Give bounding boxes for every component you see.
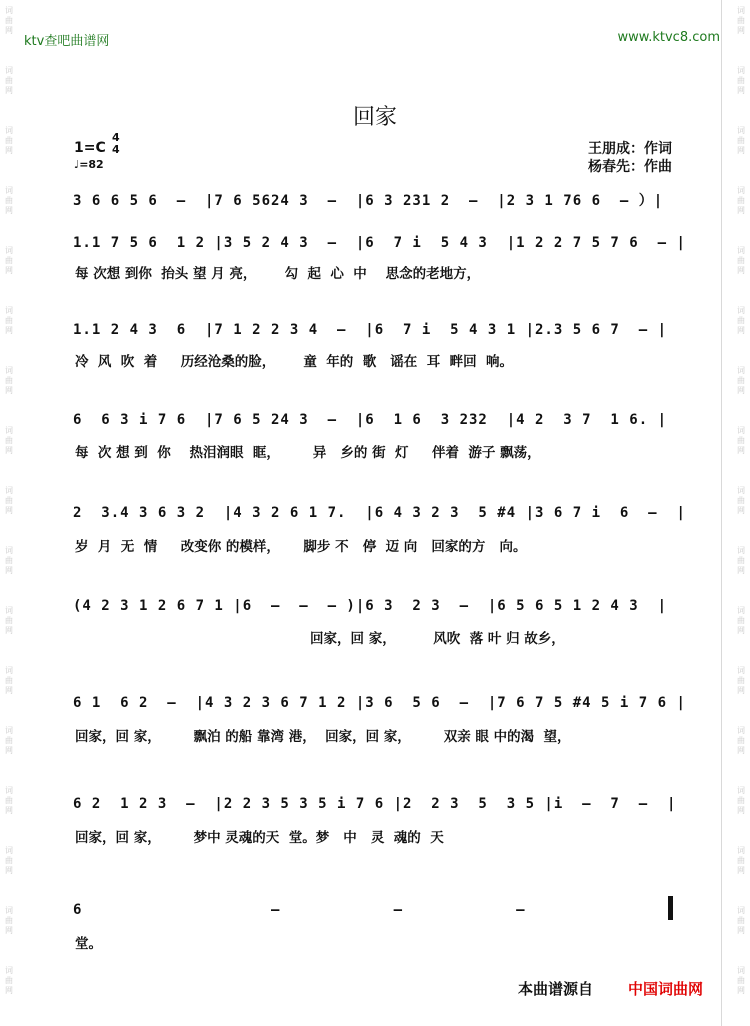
- lyrics-row: 每 次想 到你 抬头 望 月 亮， 勾 起 心 中 思念的老地方，: [75, 266, 481, 282]
- watermark-mark: 词 曲 网: [5, 606, 13, 635]
- watermark-mark: 词 曲 网: [5, 126, 13, 155]
- notation-row: 6 – – –: [73, 902, 583, 918]
- composer-credit: 杨春先：作曲: [588, 159, 672, 175]
- watermark-mark: 词 曲 网: [737, 906, 745, 935]
- watermark-mark: 词 曲 网: [5, 786, 13, 815]
- watermark-mark: 词 曲 网: [737, 966, 745, 995]
- watermark-mark: 词 曲 网: [737, 846, 745, 875]
- key-signature: 1=C: [74, 140, 106, 156]
- watermark-mark: 词 曲 网: [5, 246, 13, 275]
- right-watermark-strip: [732, 0, 750, 1026]
- watermark-mark: 词 曲 网: [5, 186, 13, 215]
- watermark-mark: 词 曲 网: [737, 486, 745, 515]
- notation-row: 6 6 3 i 7 6 |7 6 5 24 3 – |6 1 6 3 232 |4 2 3 7 1 6. |: [73, 412, 668, 428]
- notation-row: 1.1 2 4 3 6 |7 1 2 2 3 4 – |6 7 i 5 4 3 1 |2.3 5 6 7 – |: [73, 322, 668, 338]
- song-title: 回家: [352, 105, 397, 130]
- page-border-line: [721, 0, 722, 1026]
- watermark-mark: 词 曲 网: [737, 246, 745, 275]
- tempo-mark: ♩=82: [74, 158, 104, 171]
- watermark-mark: 词 曲 网: [737, 606, 745, 635]
- site-name-left[interactable]: ktv查吧曲谱网: [24, 34, 110, 49]
- watermark-mark: 词 曲 网: [5, 966, 13, 995]
- watermark-mark: 词 曲 网: [737, 6, 745, 35]
- watermark-mark: 词 曲 网: [5, 6, 13, 35]
- source-label: 本曲谱源自: [518, 980, 594, 998]
- watermark-mark: 词 曲 网: [737, 726, 745, 755]
- lyrics-row: 岁 月 无 情 改变你 的模样， 脚步 不 停 迈 向 回家的方 向。: [75, 539, 527, 555]
- watermark-mark: 词 曲 网: [737, 66, 745, 95]
- watermark-mark: 词 曲 网: [737, 306, 745, 335]
- watermark-mark: 词 曲 网: [737, 666, 745, 695]
- lyricist-credit: 王朋成：作词: [588, 141, 672, 157]
- time-signature-top: 4: [112, 131, 120, 144]
- lyrics-row: 每 次 想 到 你 热泪润眼 眶， 异 乡的 街 灯 伴着 游子 飘荡，: [75, 445, 541, 461]
- lyrics-row: 回家，回 家， 飘泊 的船 靠湾 港， 回家，回 家， 双亲 眼 中的渴 望，: [75, 729, 571, 745]
- lyrics-row: 回家，回 家， 风吹 落 叶 归 故乡，: [75, 631, 565, 647]
- notation-row: 2 3.4 3 6 3 2 |4 3 2 6 1 7. |6 4 3 2 3 5 #4 |3 6 7 i 6 – |: [73, 505, 686, 521]
- watermark-mark: 词 曲 网: [737, 426, 745, 455]
- notation-row: 6 1 6 2 – |4 3 2 3 6 7 1 2 |3 6 5 6 – |7 6 7 5 #4 5 i 7 6 |: [73, 695, 686, 711]
- notation-row: 1.1 7 5 6 1 2 |3 5 2 4 3 – |6 7 i 5 4 3 |1 2 2 7 5 7 6 – |: [73, 235, 686, 251]
- time-signature: [112, 132, 120, 156]
- time-signature-bottom: 4: [112, 143, 120, 156]
- watermark-mark: 词 曲 网: [737, 186, 745, 215]
- source-site-link[interactable]: 中国词曲网: [628, 980, 704, 998]
- lyrics-row: 堂。: [75, 936, 102, 952]
- notation-row: 6 2 1 2 3 – |2 2 3 5 3 5 i 7 6 |2 2 3 5 3 5 |i – 7 – |: [73, 796, 677, 812]
- final-barline: [668, 896, 673, 920]
- watermark-mark: 词 曲 网: [5, 66, 13, 95]
- lyrics-row: 回家，回 家， 梦中 灵魂的天 堂。梦 中 灵 魂的 天: [75, 830, 444, 846]
- watermark-mark: 词 曲 网: [5, 846, 13, 875]
- watermark-mark: 词 曲 网: [737, 546, 745, 575]
- watermark-mark: 词 曲 网: [5, 546, 13, 575]
- watermark-mark: 词 曲 网: [5, 666, 13, 695]
- watermark-mark: 词 曲 网: [5, 366, 13, 395]
- watermark-mark: 词 曲 网: [5, 426, 13, 455]
- notation-row: (4 2 3 1 2 6 7 1 |6 – – – )|6 3 2 3 – |6 5 6 5 1 2 4 3 |: [73, 598, 668, 614]
- watermark-mark: 词 曲 网: [5, 906, 13, 935]
- site-url-right[interactable]: www.ktvc8.com: [617, 30, 720, 45]
- watermark-mark: 词 曲 网: [5, 726, 13, 755]
- watermark-mark: 词 曲 网: [5, 486, 13, 515]
- left-watermark-strip: [0, 0, 18, 1026]
- notation-row: 3 6 6 5 6 – |7 6 5624 3 – |6 3 231 2 – |2 3 1 76 6 – ）|: [73, 193, 664, 209]
- watermark-mark: 词 曲 网: [5, 306, 13, 335]
- watermark-mark: 词 曲 网: [737, 126, 745, 155]
- watermark-mark: 词 曲 网: [737, 366, 745, 395]
- watermark-mark: 词 曲 网: [737, 786, 745, 815]
- lyrics-row: 冷 风 吹 着 历经沧桑的脸， 童 年的 歌 谣在 耳 畔回 响。: [75, 354, 513, 370]
